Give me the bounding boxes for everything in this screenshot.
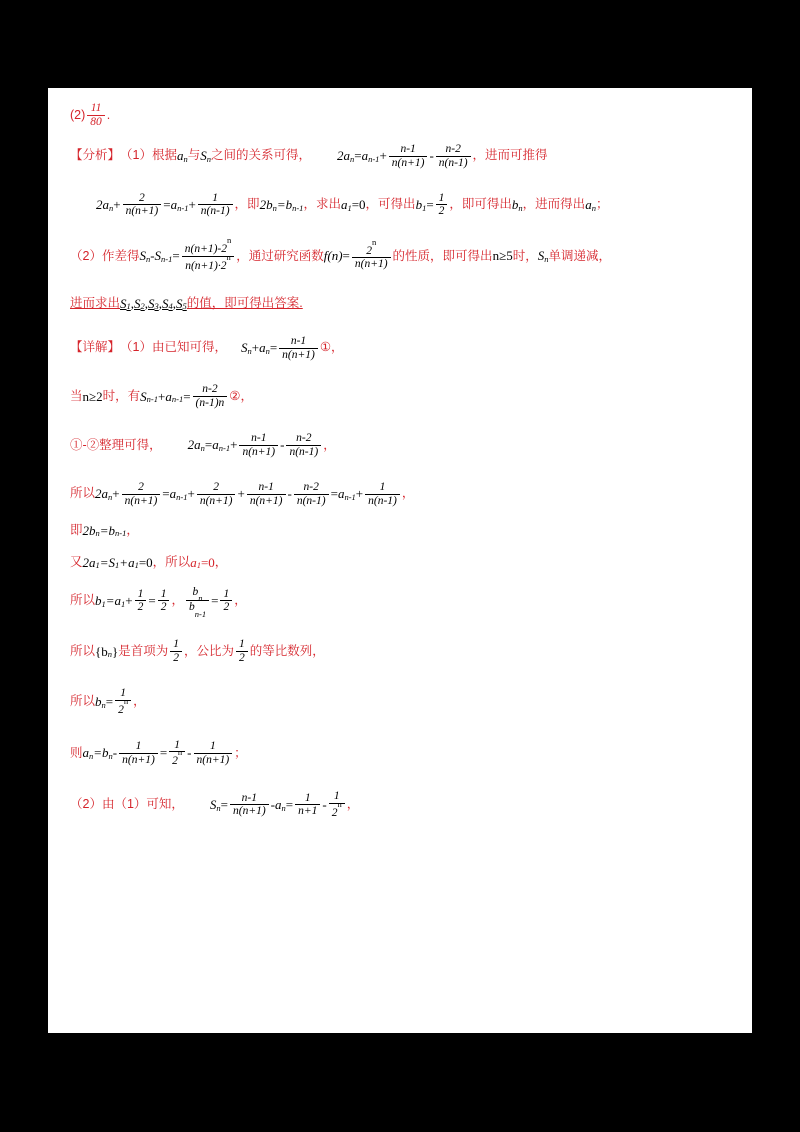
detail-l6-prefix: 又 bbox=[70, 554, 83, 569]
analysis-Sn-2: S n bbox=[537, 248, 549, 265]
detail-l2-condition: n≥2 bbox=[82, 388, 103, 404]
detail-l8-mid: 是首项为 bbox=[118, 643, 169, 658]
spacer bbox=[70, 542, 718, 554]
detail-l7-tail: ， bbox=[234, 593, 247, 608]
analysis-p2-text2: 的性质，即可得出 bbox=[392, 248, 493, 263]
spacer bbox=[70, 667, 718, 687]
spacer bbox=[70, 363, 718, 383]
detail-ratio-equation: $\frac{b_n}{b_{n-1}}$ = $\frac{1}{2}$ bbox=[184, 586, 234, 617]
detail-l9-prefix: 所以 bbox=[70, 694, 96, 708]
analysis-equation-2: 2a n + $\frac{2}{n(n+1)}$ = a n-1 + $\frac{1}{n(n-1)}$ bbox=[96, 192, 235, 219]
detail-l3-prefix: ①-②整理可得， bbox=[70, 437, 162, 452]
document-body bbox=[70, 102, 718, 820]
detail-l7-comma: ， bbox=[171, 593, 184, 608]
spacer bbox=[70, 719, 718, 739]
detail-line-8 bbox=[70, 638, 718, 665]
detail-line-6 bbox=[70, 554, 718, 572]
detail-l1-prefix: （1）由已知可得， bbox=[120, 340, 227, 355]
detail-equation-10: a n =b n - $\frac{1}{n(n+1)}$ = $\frac{1}{2^n}$ - $\frac{1}{n(n+1)}$ bbox=[83, 739, 235, 769]
analysis-line-2 bbox=[70, 192, 718, 219]
detail-l11-tail: ， bbox=[346, 797, 360, 812]
detail-l1-mark: ①， bbox=[319, 340, 344, 355]
detail-label: 【详解】 bbox=[70, 340, 121, 355]
detail-equation-7: b 1 =a 1 + $\frac{1}{2}$ = $\frac{1}{2}$ bbox=[95, 588, 171, 615]
answer-line bbox=[70, 102, 718, 129]
analysis-p3-prefix: 进而求出 bbox=[70, 295, 121, 310]
answer-fraction-denominator: 80 bbox=[87, 115, 105, 129]
document-page bbox=[48, 88, 752, 1033]
detail-a1-value: a 1 =0 bbox=[190, 554, 215, 571]
answer-fraction-numerator: 11 bbox=[90, 102, 102, 114]
detail-l6-tail: ， bbox=[214, 554, 228, 569]
spacer bbox=[70, 220, 718, 240]
detail-common-ratio: $\frac{1}{2}$ bbox=[234, 638, 250, 665]
detail-line-10 bbox=[70, 739, 718, 769]
analysis-label: 【分析】 bbox=[70, 148, 121, 163]
analysis-eq2-comma: ，即 bbox=[234, 197, 260, 212]
analysis-eq5-text: ，即可得出 bbox=[449, 197, 512, 212]
spacer bbox=[70, 618, 718, 638]
analysis-eq7-end: ； bbox=[595, 197, 609, 212]
spacer bbox=[70, 510, 718, 522]
detail-l2-mid: 时，有 bbox=[102, 388, 141, 403]
detail-sequence-bn: {b n } bbox=[95, 643, 119, 660]
analysis-p2-text4: 单调递减， bbox=[548, 248, 611, 263]
detail-line-4 bbox=[70, 481, 718, 508]
analysis-p3-suffix: 的值，即可得出答案. bbox=[186, 295, 303, 310]
analysis-eq1-tail: ，进而可推得 bbox=[472, 148, 548, 163]
analysis-part1-prefix: （1）根据 bbox=[120, 148, 177, 163]
analysis-line-4 bbox=[70, 295, 718, 313]
detail-l6-mid: ，所以 bbox=[152, 554, 191, 569]
answer-fraction bbox=[87, 102, 105, 129]
detail-l8-tail: 的等比数列， bbox=[249, 643, 325, 658]
detail-first-term: $\frac{1}{2}$ bbox=[168, 638, 184, 665]
detail-line-2 bbox=[70, 383, 718, 410]
detail-equation-11: S n = $\frac{n-1}{n(n+1)}$ - a n = $\frac{1}{n+1}$ - $\frac{1}{2^n}$ bbox=[210, 790, 347, 820]
analysis-line-1 bbox=[70, 143, 718, 170]
analysis-equation-4: a 1 =0 bbox=[340, 196, 366, 213]
analysis-mid-1: 与 bbox=[187, 148, 201, 163]
spacer bbox=[70, 275, 718, 295]
detail-equation-2: S n-1 + a n-1 = $\frac{n-2}{(n-1)n}$ bbox=[140, 383, 229, 410]
detail-l10-prefix: 则 bbox=[70, 745, 83, 760]
detail-line-3 bbox=[70, 432, 718, 459]
detail-l10-tail: ； bbox=[234, 745, 247, 760]
analysis-an: a n bbox=[176, 148, 188, 164]
detail-l4-tail: ， bbox=[401, 486, 415, 501]
detail-line-9 bbox=[70, 687, 718, 717]
analysis-diff-equation: S n - S n-1 = $\frac{n(n+1)-2^n}{n(n+1)\cdot 2^n}$ bbox=[139, 240, 236, 272]
answer-period: . bbox=[106, 107, 111, 122]
analysis-p2-text: ，通过研究函数 bbox=[236, 248, 324, 263]
analysis-equation-7: a n bbox=[585, 196, 596, 213]
detail-l9-tail: ， bbox=[133, 694, 146, 708]
detail-l3-tail: ， bbox=[323, 437, 336, 452]
detail-equation-4: 2a n + $\frac{2}{n(n+1)}$ = a n-1 + $\frac{2}{n(n+1)}$ + $\frac{n-1}{n(n+1)}$ - $\frac{n-2}{n(n-1)}$ = a n-1 + $\frac{1}{n(n-1)}$ bbox=[95, 481, 402, 508]
analysis-condition: n≥5 bbox=[492, 248, 513, 264]
detail-equation-6: 2a 1 =S 1 +a 1 =0 bbox=[82, 554, 153, 571]
detail-l2-prefix: 当 bbox=[70, 388, 83, 403]
analysis-equation-1: 2a n = a n-1 + $\frac{n-1}{n(n+1)}$ - $\frac{n-2}{n(n-1)}$ bbox=[337, 143, 473, 170]
analysis-eq4-text: ，可得出 bbox=[365, 197, 416, 212]
spacer bbox=[70, 574, 718, 586]
detail-equation-3: 2a n = a n-1 + $\frac{n-1}{n(n+1)}$ - $\frac{n-2}{n(n-1)}$ bbox=[188, 432, 324, 459]
detail-line-5 bbox=[70, 522, 718, 540]
spacer bbox=[70, 770, 718, 790]
detail-line-1 bbox=[70, 335, 718, 362]
spacer bbox=[70, 461, 718, 481]
detail-l11-prefix: （2）由（1）可知， bbox=[70, 797, 184, 812]
analysis-function-fn: f(n) = $\frac{2^n}{n(n+1)}$ bbox=[324, 242, 393, 272]
detail-l8-prefix: 所以 bbox=[70, 643, 96, 658]
spacer bbox=[70, 315, 718, 335]
detail-l4-prefix: 所以 bbox=[70, 486, 96, 501]
analysis-S-list: S 1 , S 2 , S 3 , S 4 , S 5 bbox=[120, 295, 187, 312]
spacer bbox=[70, 131, 718, 143]
analysis-line-3 bbox=[70, 235, 718, 272]
answer-label: (2) bbox=[70, 107, 86, 122]
detail-equation-5: 2b n =b n-1 bbox=[82, 522, 127, 539]
analysis-eq3-comma: ，求出 bbox=[303, 197, 341, 212]
analysis-eq6-text: ，进而得出 bbox=[522, 197, 586, 212]
detail-l5-prefix: 即 bbox=[70, 522, 83, 537]
detail-line-11 bbox=[70, 790, 718, 820]
analysis-equation-5: b 1 = $\frac{1}{2}$ bbox=[416, 192, 450, 219]
detail-line-7 bbox=[70, 586, 718, 617]
analysis-Sn: S n bbox=[200, 148, 211, 164]
spacer bbox=[70, 412, 718, 432]
analysis-equation-6: b n bbox=[511, 196, 523, 213]
analysis-part1-suffix: 之间的关系可得， bbox=[210, 148, 311, 163]
detail-equation-9: b n = $\frac{1}{2^n}$ bbox=[95, 687, 133, 717]
detail-l7-prefix: 所以 bbox=[70, 593, 96, 608]
detail-l5-tail: ， bbox=[126, 522, 139, 537]
spacer bbox=[70, 172, 718, 192]
detail-l2-mark: ②， bbox=[229, 388, 254, 403]
detail-l8-mid2: ，公比为 bbox=[184, 643, 235, 658]
detail-equation-1: S n + a n = $\frac{n-1}{n(n+1)}$ bbox=[241, 335, 320, 362]
analysis-part2-prefix: （2）作差得 bbox=[70, 248, 140, 263]
analysis-p2-text3: 时， bbox=[512, 248, 538, 263]
analysis-equation-3: 2b n =b n-1 bbox=[259, 196, 304, 213]
